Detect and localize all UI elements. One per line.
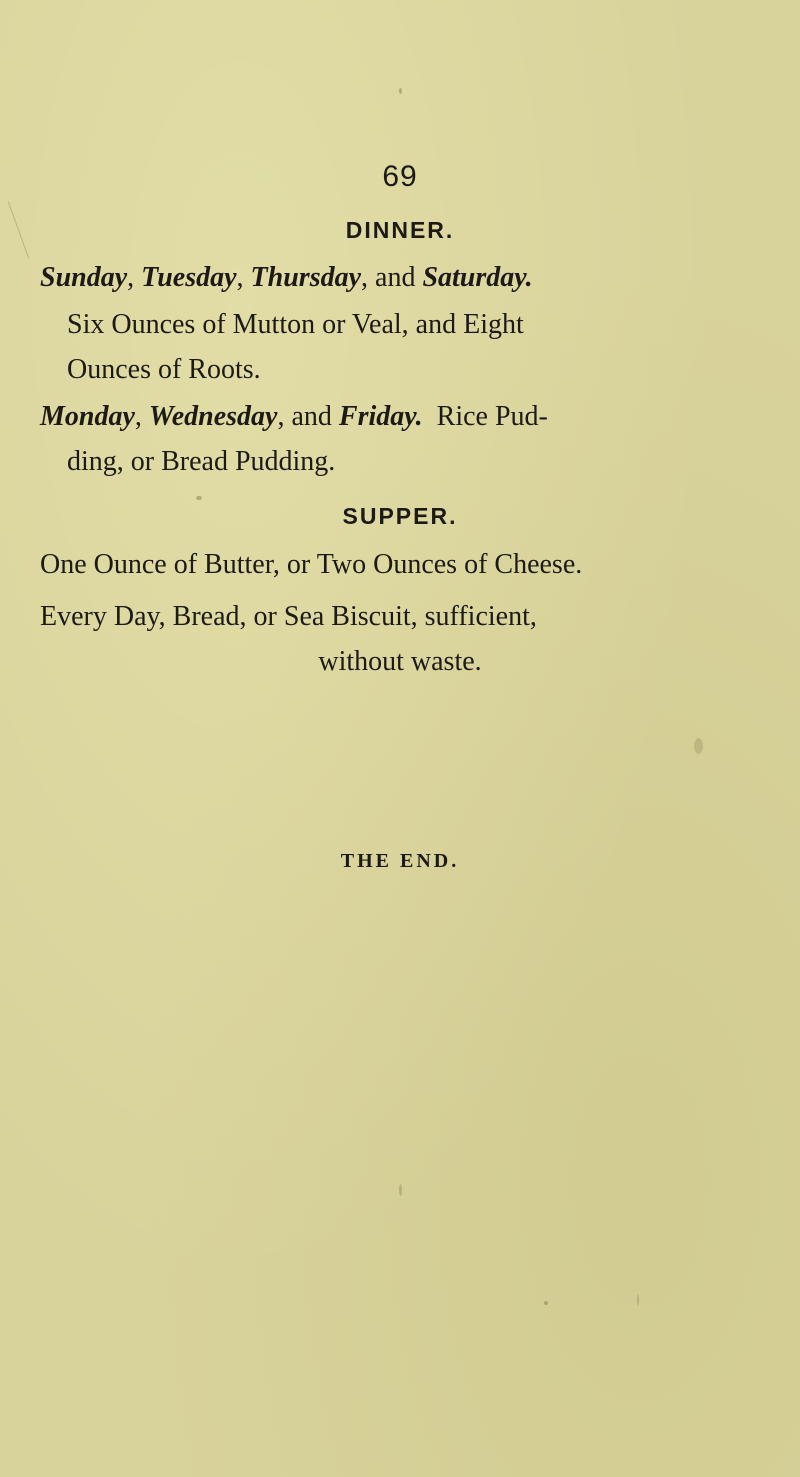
supper-text-line: One Ounce of Butter, or Two Ounces of Cheese. — [40, 549, 583, 580]
separator: , and — [361, 262, 423, 293]
day-name: Tuesday — [141, 262, 237, 293]
dinner-days-line-1 — [40, 264, 533, 292]
separator: , and — [277, 401, 339, 432]
supper-heading: SUPPER. — [342, 503, 458, 529]
separator: , — [134, 401, 149, 432]
paper-speck — [544, 1301, 548, 1305]
dinner-text-line: Ounces of Roots. — [67, 354, 261, 385]
day-name: Sunday — [40, 262, 128, 293]
day-name: Thursday — [250, 262, 362, 293]
dinner-heading: DINNER. — [345, 217, 455, 243]
paper-speck — [637, 1294, 639, 1306]
paper-speck — [694, 738, 703, 754]
supper-text-line: without waste. — [318, 646, 482, 677]
the-end-label: THE END. — [340, 850, 460, 872]
separator: , — [236, 262, 251, 293]
dinner-text-line: Six Ounces of Mutton or Veal, and Eight — [67, 309, 524, 340]
separator: , — [127, 262, 142, 293]
paper-speck — [196, 496, 202, 500]
paper-speck — [399, 88, 402, 94]
supper-text-line: Every Day, Bread, or Sea Biscuit, sufficient, — [40, 601, 537, 632]
menu-text: Rice Pud- — [422, 401, 548, 432]
day-name: Wednesday — [148, 401, 278, 432]
day-name: Saturday. — [422, 262, 533, 293]
day-name: Friday. — [338, 401, 423, 432]
day-name: Monday — [40, 401, 135, 432]
paper-speck — [399, 1184, 402, 1196]
dinner-days-line-2 — [40, 403, 548, 431]
dinner-text-line: ding, or Bread Pudding. — [67, 446, 336, 477]
page-number: 69 — [382, 160, 418, 193]
